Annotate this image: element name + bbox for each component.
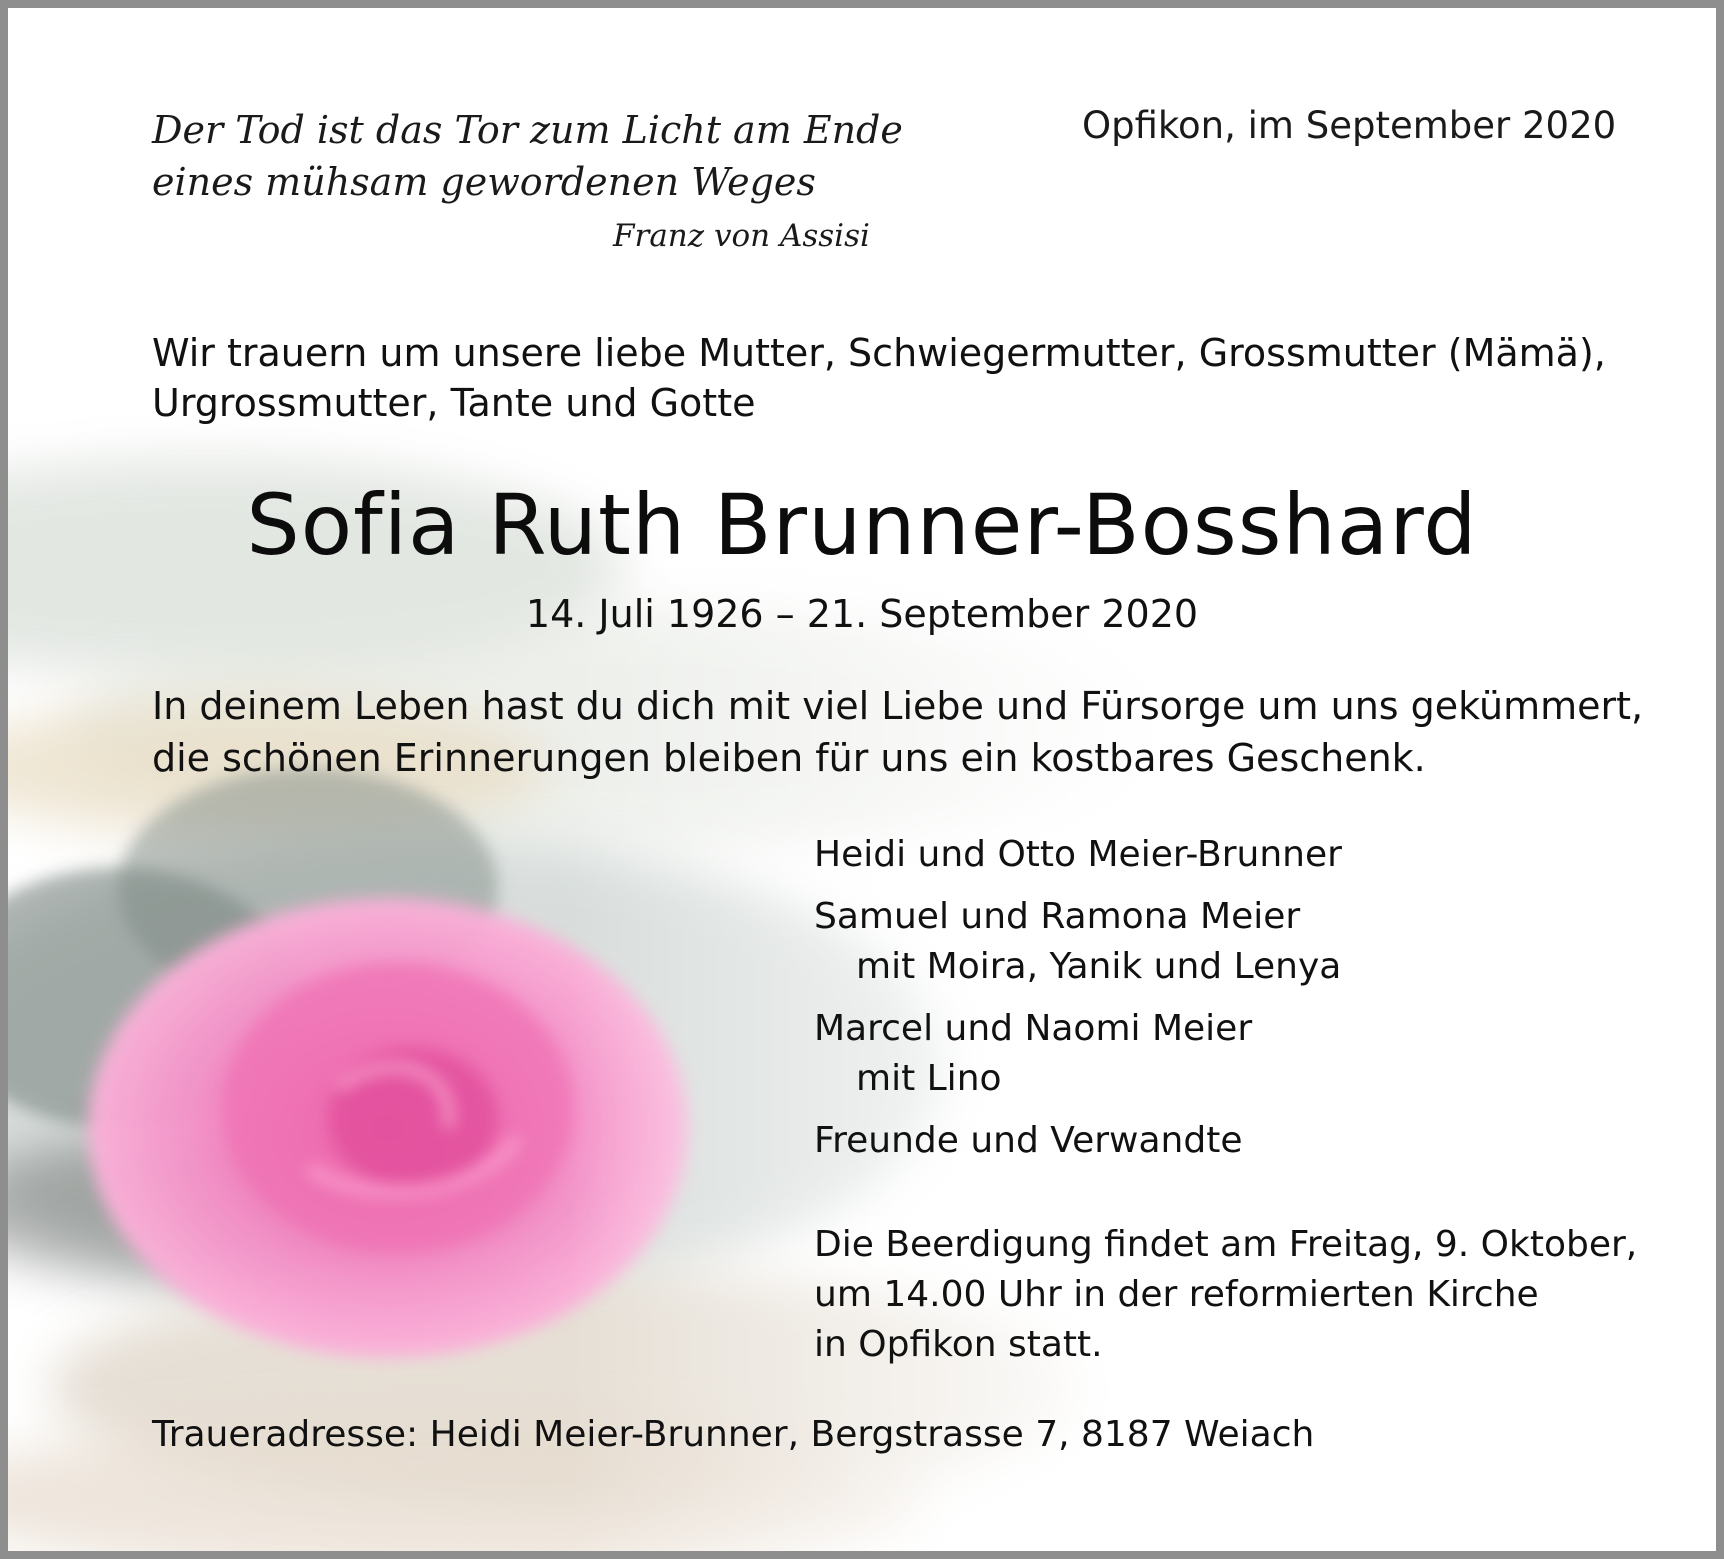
mourner-entry (814, 1004, 1342, 1104)
life-dates: 14. Juli 1926 – 21. September 2020 (525, 592, 1199, 636)
tribute-text (152, 680, 1643, 784)
mourner-children: mit Moira, Yanik und Lenya (856, 946, 1342, 987)
intro-line: Urgrossmutter, Tante und Gotte (152, 381, 756, 425)
quote-line: eines mühsam gewordenen Weges (152, 160, 816, 204)
funeral-line: in Opfikon statt. (814, 1324, 1103, 1365)
obituary-card (8, 8, 1716, 1551)
intro-line: Wir trauern um unsere liebe Mutter, Schwiegermutter, Grossmutter (Mämä), (152, 331, 1606, 375)
funeral-line: Die Beerdigung findet am Freitag, 9. Oktober, (814, 1224, 1638, 1265)
mourner-name: Samuel und Ramona Meier (814, 896, 1301, 937)
mourner-children: mit Lino (856, 1058, 1002, 1099)
mourning-address: Traueradresse: Heidi Meier-Brunner, Bergstrasse 7, 8187 Weiach (152, 1414, 1315, 1455)
mourners-list (814, 830, 1342, 1178)
tribute-line: die schönen Erinnerungen bleiben für uns ein kostbares Geschenk. (152, 736, 1426, 780)
mourner-name: Marcel und Naomi Meier (814, 1008, 1253, 1049)
funeral-line: um 14.00 Uhr in der reformierten Kirche (814, 1274, 1539, 1315)
quote-line: Der Tod ist das Tor zum Licht am Ende (152, 108, 903, 152)
mourner-entry (814, 830, 1342, 880)
funeral-notice (814, 1220, 1637, 1370)
mourner-entry (814, 892, 1342, 992)
mourner-name: Freunde und Verwandte (814, 1120, 1243, 1161)
mourning-intro (152, 328, 1606, 428)
quote (152, 104, 903, 208)
quote-author: Franz von Assisi (613, 218, 870, 254)
place-date: Opfikon, im September 2020 (1082, 104, 1617, 147)
tribute-line: In deinem Leben hast du dich mit viel Liebe und Fürsorge um uns gekümmert, (152, 684, 1644, 728)
deceased-name: Sofia Ruth Brunner-Bosshard (246, 476, 1478, 574)
mourner-entry (814, 1116, 1342, 1166)
mourner-name: Heidi und Otto Meier-Brunner (814, 834, 1342, 875)
